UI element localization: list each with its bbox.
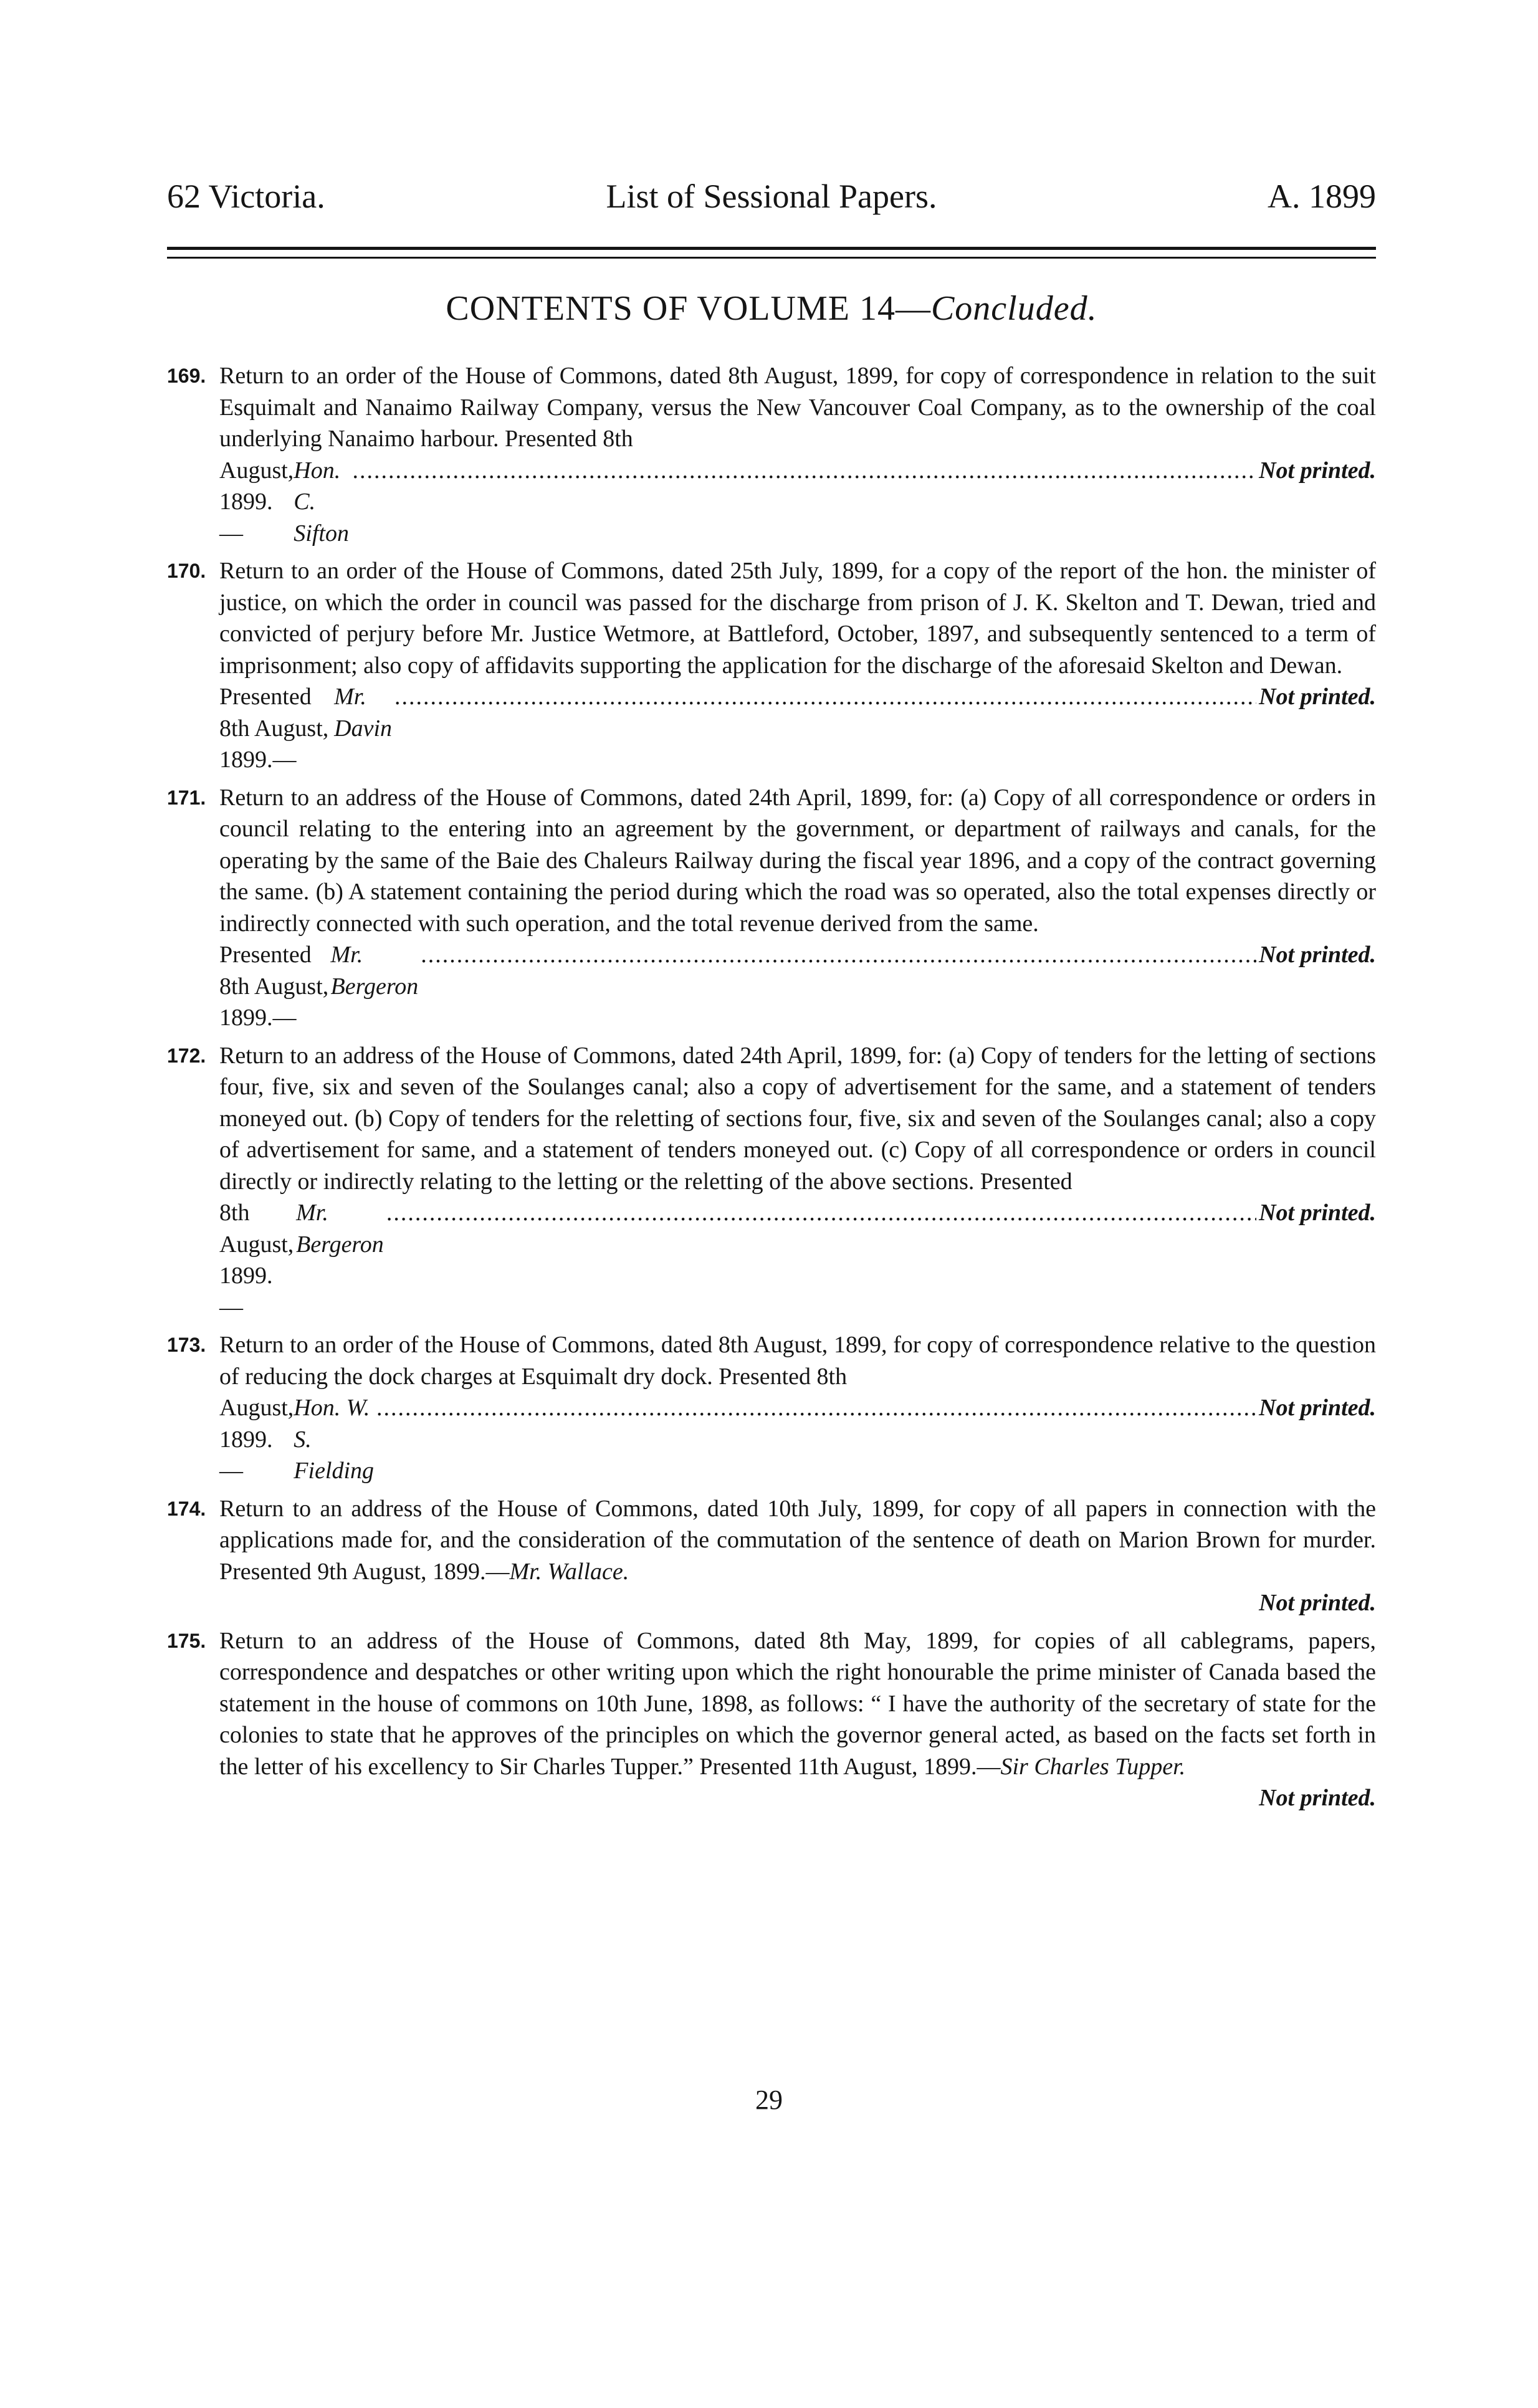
entry-lastline (219, 681, 1376, 776)
entry-member: Mr. Wallace. (509, 1558, 629, 1585)
entry-status: Not printed. (1259, 457, 1376, 484)
entry-text: Return to an order of the House of Commons, dated 8th August, 1899, for copy of correspondence relative to the question of reducing the dock charges at Esquimalt dry dock. Presented 8th (219, 1332, 1376, 1390)
entries-list (167, 360, 1376, 1820)
entry-174 (167, 1493, 1376, 1619)
entry-member: Mr. Bergeron (296, 1200, 384, 1258)
entry-status: Not printed. (1259, 684, 1376, 710)
entry-175 (167, 1625, 1376, 1814)
dot-leader (353, 455, 1257, 487)
header-session: 62 Victoria. (167, 178, 325, 215)
header-rule-thin (167, 257, 1376, 259)
title-concluded: Concluded. (930, 289, 1097, 328)
entry-member: Hon. W. S. Fielding (294, 1395, 375, 1484)
entry-member: Mr. Davin (334, 684, 393, 742)
entry-status: Not printed. (1259, 942, 1376, 968)
entry-status: Not printed. (1259, 1785, 1376, 1811)
header-rule-thick (167, 247, 1376, 250)
entry-lastline (219, 939, 1376, 1034)
entry-member: Sir Charles Tupper. (1000, 1753, 1186, 1780)
entry-lastline (219, 455, 1376, 550)
entry-presented: Presented 8th August, 1899.— (219, 942, 329, 1031)
dot-leader (386, 1197, 1256, 1229)
entry-170 (167, 555, 1376, 776)
dot-leader (394, 681, 1256, 713)
entry-status: Not printed. (1259, 1590, 1376, 1616)
entry-number: 170. (167, 560, 206, 582)
page-title (167, 284, 1376, 333)
entry-lastline (219, 1392, 1376, 1487)
entry-status-line (219, 1587, 1376, 1619)
entry-173 (167, 1329, 1376, 1487)
entry-number: 173. (167, 1334, 206, 1356)
entry-number: 175. (167, 1629, 206, 1652)
entry-text: Return to an address of the House of Commons, dated 8th May, 1899, for copies of all cablegrams, papers, correspondence and despatches or other writing upon which the right honourable the prime minister of Canada based the statement in the house of commons on 10th June, 1898, as follows: “ I have the authority of the secretary of state for the colonies to state that he approves of the principles on which the governor general acted, as based on the facts set forth in the letter of his excellency to Sir Charles Tupper.” Presented 11th August, 1899.— (219, 1627, 1376, 1780)
entry-lastline (219, 1197, 1376, 1323)
entry-number: 169. (167, 365, 206, 387)
entry-172 (167, 1040, 1376, 1324)
header-title: List of Sessional Papers. (606, 178, 937, 215)
entry-member: Hon. C. Sifton (294, 457, 349, 547)
entry-text: Return to an order of the House of Commons, dated 25th July, 1899, for a copy of the report of the hon. the minister of justice, on which the order in council was passed for the discharge from prison of J. K. Skelton and T. Dewan, tried and convicted of perjury before Mr. Justice Wetmore, at Battleford, October, 1897, and subsequently sentenced to a term of imprisonment; also copy of affidavits supporting the application for the discharge of the aforesaid Skelton and Dewan. (219, 558, 1376, 679)
entry-text: Return to an address of the House of Commons, dated 24th April, 1899, for: (a) Copy of tenders for the letting of sections four, five, six and seven of the Soulanges canal; also a copy of advertisement for the same, and a statement of tenders moneyed out. (b) Copy of tenders for the reletting of sections four, five, six and seven of the Soulanges canal; also a copy of advertisement for same, and a statement of tenders moneyed out. (c) Copy of all correspondence or orders in council directly or indirectly relating to the letting or the reletting of the above sections. Presented (219, 1042, 1376, 1195)
entry-presented: 8th August, 1899.— (219, 1200, 294, 1321)
entry-status-line (219, 1782, 1376, 1814)
entry-text: Return to an address of the House of Commons, dated 24th April, 1899, for: (a) Copy of all correspondence or orders in council relating to the entering into an agreement by the government, or department of railways and canals, for the operating by the same of the Baie des Chaleurs Railway during the fiscal year 1896, and a copy of the contract governing the same. (b) A statement containing the period during which the road was so operated, also the total expenses directly or indirectly connected with such operation, and the total revenue derived from the same. (219, 784, 1376, 937)
entry-number: 171. (167, 786, 206, 809)
page-number: 29 (755, 2085, 783, 2115)
entry-number: 172. (167, 1044, 206, 1067)
entry-number: 174. (167, 1497, 206, 1520)
entry-presented: Presented 8th August, 1899.— (219, 684, 329, 773)
entry-presented: August, 1899.— (219, 1395, 294, 1484)
entry-member: Mr. Bergeron (330, 942, 419, 1000)
running-header (167, 168, 1376, 224)
entry-status: Not printed. (1259, 1200, 1376, 1226)
dot-leader (376, 1392, 1256, 1424)
entry-text: Return to an address of the House of Commons, dated 10th July, 1899, for copy of all papers in connection with the applications made for, and the consideration of the commutation of the sentence of death on Marion Brown for murder. Presented 9th August, 1899.— (219, 1495, 1376, 1585)
header-year: A. 1899 (1268, 178, 1376, 215)
dot-leader (421, 939, 1256, 971)
entry-171 (167, 782, 1376, 1034)
entry-text-block (219, 1493, 1376, 1588)
entry-text-block (219, 1625, 1376, 1783)
entry-status: Not printed. (1259, 1395, 1376, 1421)
entry-169 (167, 360, 1376, 549)
entry-presented: August, 1899.— (219, 457, 294, 547)
title-main: CONTENTS OF VOLUME 14— (446, 289, 931, 328)
entry-text: Return to an order of the House of Commons, dated 8th August, 1899, for copy of correspondence in relation to the suit Esquimalt and Nanaimo Railway Company, versus the New Vancouver Coal Company, as to the ownership of the coal underlying Nanaimo harbour. Presented 8th (219, 363, 1376, 452)
